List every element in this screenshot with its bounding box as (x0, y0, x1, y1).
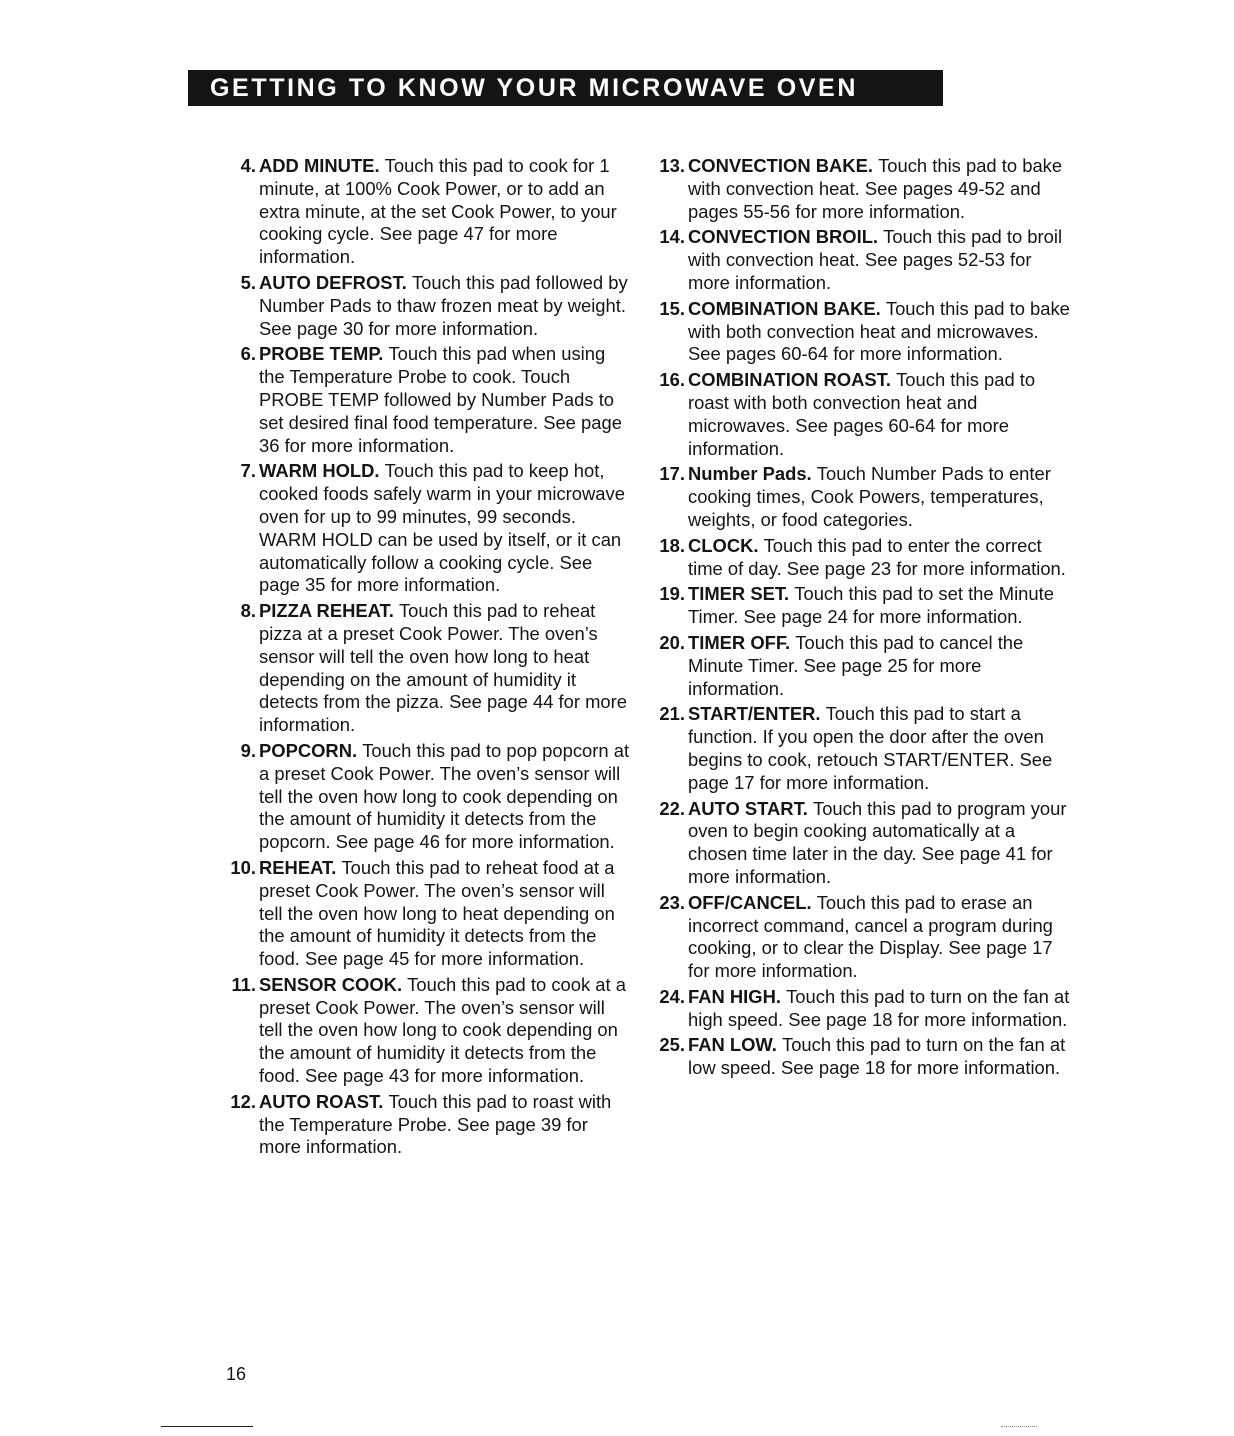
item-number: 23. (659, 891, 685, 913)
item-title: ADD MINUTE. (259, 155, 385, 176)
item-number: 5. (240, 271, 256, 293)
item-text: Touch this pad to broil with convection heat. See pages 52-53 for more information. (688, 226, 1063, 293)
item-text: Touch this pad to pop popcorn at a preset Cook Power. The oven’s sensor will tell the oven how long to cook depending on the amount of humidity it detects from the popcorn. See page 46 for more information. (259, 739, 630, 853)
list-item (651, 703, 1071, 794)
item-text: Touch this pad to erase an incorrect command, cancel a program during cooking, or to clear the Display. See page 17 for more information. (688, 891, 1053, 982)
item-title: OFF/CANCEL. (688, 891, 817, 913)
list-item (651, 369, 1071, 460)
item-title: REHEAT. (259, 856, 342, 878)
item-text: Touch this pad to bake with both convection heat and microwaves. See pages 60-64 for more information. (688, 297, 1070, 365)
item-title: CONVECTION BROIL. (688, 226, 884, 248)
list-item (222, 974, 632, 1088)
item-text: Touch this pad to cook at a preset Cook Power. The oven’s sensor will tell the oven how long to cook depending on the amount of humidity it detects from the food. See page 43 for more information. (259, 973, 626, 1087)
item-number: 4. (240, 155, 256, 176)
item-number: 9. (240, 739, 256, 761)
list-item (651, 155, 1071, 223)
item-text: Touch this pad to set the Minute Timer. See page 24 for more information. (688, 583, 1054, 628)
item-title: Number Pads. (688, 463, 817, 485)
list-item (222, 600, 632, 737)
item-text: Touch this pad to cook for 1 minute, at 100% Cook Power, or to add an extra minute, at the set Cook Power, to your cooking cycle. See page 47 for more information. (259, 155, 617, 268)
item-title: FAN HIGH. (688, 985, 787, 1007)
list-item (651, 798, 1071, 889)
item-text: Touch this pad to bake with convection heat. See pages 49-52 and pages 55-56 for more information. (688, 155, 1063, 222)
item-text: Touch this pad to start a function. If you open the door after the oven begins to cook, retouch START/ENTER. See page 17 for more information. (688, 703, 1053, 793)
item-number: 21. (659, 703, 685, 725)
list-item (651, 535, 1071, 581)
item-number: 10. (230, 856, 256, 878)
item-text: Touch this pad to turn on the fan at low speed. See page 18 for more information. (688, 1034, 1066, 1079)
right-column (651, 155, 1071, 1083)
item-number: 20. (659, 631, 685, 653)
list-item (651, 463, 1071, 531)
list-item (651, 892, 1071, 983)
item-text: Touch this pad to program your oven to begin cooking automatically at a chosen time later in the day. See page 41 for more information. (688, 797, 1067, 887)
item-text: Touch this pad to keep hot, cooked foods safely warm in your microwave oven for up to 99 minutes, 99 seconds. WARM HOLD can be used by itself, or it can automatically follow a cooking cycle. See page 35 for more information. (259, 460, 625, 596)
list-item (651, 632, 1071, 700)
item-number: 16. (659, 369, 685, 391)
item-number: 13. (659, 155, 685, 176)
list-item (651, 1034, 1071, 1080)
item-number: 7. (240, 460, 256, 482)
item-title: CLOCK. (688, 534, 764, 556)
section-header (188, 70, 943, 106)
item-title: FAN LOW. (688, 1034, 782, 1056)
left-column (222, 155, 632, 1162)
footer-rule (161, 1426, 253, 1427)
item-title: AUTO START. (688, 797, 813, 819)
list-item (222, 155, 632, 269)
item-title: SENSOR COOK. (259, 973, 408, 995)
item-text: Touch this pad to reheat pizza at a preset Cook Power. The oven’s sensor will tell the oven how long to heat depending on the amount of humidity it detects from the pizza. See page 44 for more information. (259, 600, 628, 736)
item-text: Touch this pad followed by Number Pads to thaw frozen meat by weight. See page 30 for more information. (259, 271, 628, 339)
item-number: 12. (230, 1090, 256, 1112)
item-title: POPCORN. (259, 739, 363, 761)
item-text: Touch this pad when using the Temperature Probe to cook. Touch PROBE TEMP followed by Number Pads to set desired final food temperature. See page 36 for more information. (259, 343, 622, 456)
list-item (651, 986, 1071, 1032)
item-title: WARM HOLD. (259, 460, 385, 482)
item-number: 11. (231, 973, 256, 995)
section-title: GETTING TO KNOW YOUR MICROWAVE OVEN (210, 74, 858, 102)
item-text: Touch this pad to cancel the Minute Timer. See page 25 for more information. (688, 631, 1024, 699)
list-item (222, 460, 632, 597)
item-number: 6. (240, 343, 256, 365)
item-number: 24. (659, 985, 685, 1007)
item-title: TIMER SET. (688, 583, 795, 605)
item-title: COMBINATION BAKE. (688, 297, 886, 319)
item-text: Touch this pad to turn on the fan at high speed. See page 18 for more information. (688, 985, 1070, 1030)
list-item (222, 740, 632, 854)
item-number: 8. (240, 600, 256, 622)
item-title: AUTO DEFROST. (259, 271, 412, 293)
item-text: Touch this pad to reheat food at a preset Cook Power. The oven’s sensor will tell the oven how long to heat depending on the amount of humidity it detects from the food. See page 45 for more information. (259, 856, 615, 970)
item-title: AUTO ROAST. (259, 1090, 389, 1112)
item-title: PROBE TEMP. (259, 343, 389, 365)
item-title: COMBINATION ROAST. (688, 369, 897, 391)
item-number: 25. (659, 1034, 685, 1056)
footer-dotted-rule (1001, 1426, 1037, 1427)
item-number: 22. (659, 797, 685, 819)
list-item (222, 1091, 632, 1159)
list-item (222, 272, 632, 340)
item-text: Touch this pad to roast with the Temperature Probe. See page 39 for more information. (259, 1090, 612, 1158)
page-number: 16 (226, 1364, 247, 1384)
item-title: CONVECTION BAKE. (688, 155, 879, 176)
list-item (651, 298, 1071, 366)
item-title: START/ENTER. (688, 703, 826, 725)
item-text: Touch this pad to roast with both convection heat and microwaves. See pages 60-64 for more information. (688, 369, 1036, 459)
item-number: 17. (659, 463, 685, 485)
item-text: Touch Number Pads to enter cooking times, Cook Powers, temperatures, weights, or food categories. (688, 463, 1051, 530)
item-number: 14. (659, 226, 685, 248)
item-number: 18. (659, 534, 685, 556)
item-number: 19. (659, 583, 685, 605)
list-item (222, 857, 632, 971)
list-item (651, 226, 1071, 294)
list-item (222, 343, 632, 457)
item-number: 15. (659, 297, 685, 319)
list-item (651, 583, 1071, 629)
item-text: Touch this pad to enter the correct time of day. See page 23 for more information. (688, 534, 1066, 579)
item-title: PIZZA REHEAT. (259, 600, 399, 622)
item-title: TIMER OFF. (688, 631, 796, 653)
